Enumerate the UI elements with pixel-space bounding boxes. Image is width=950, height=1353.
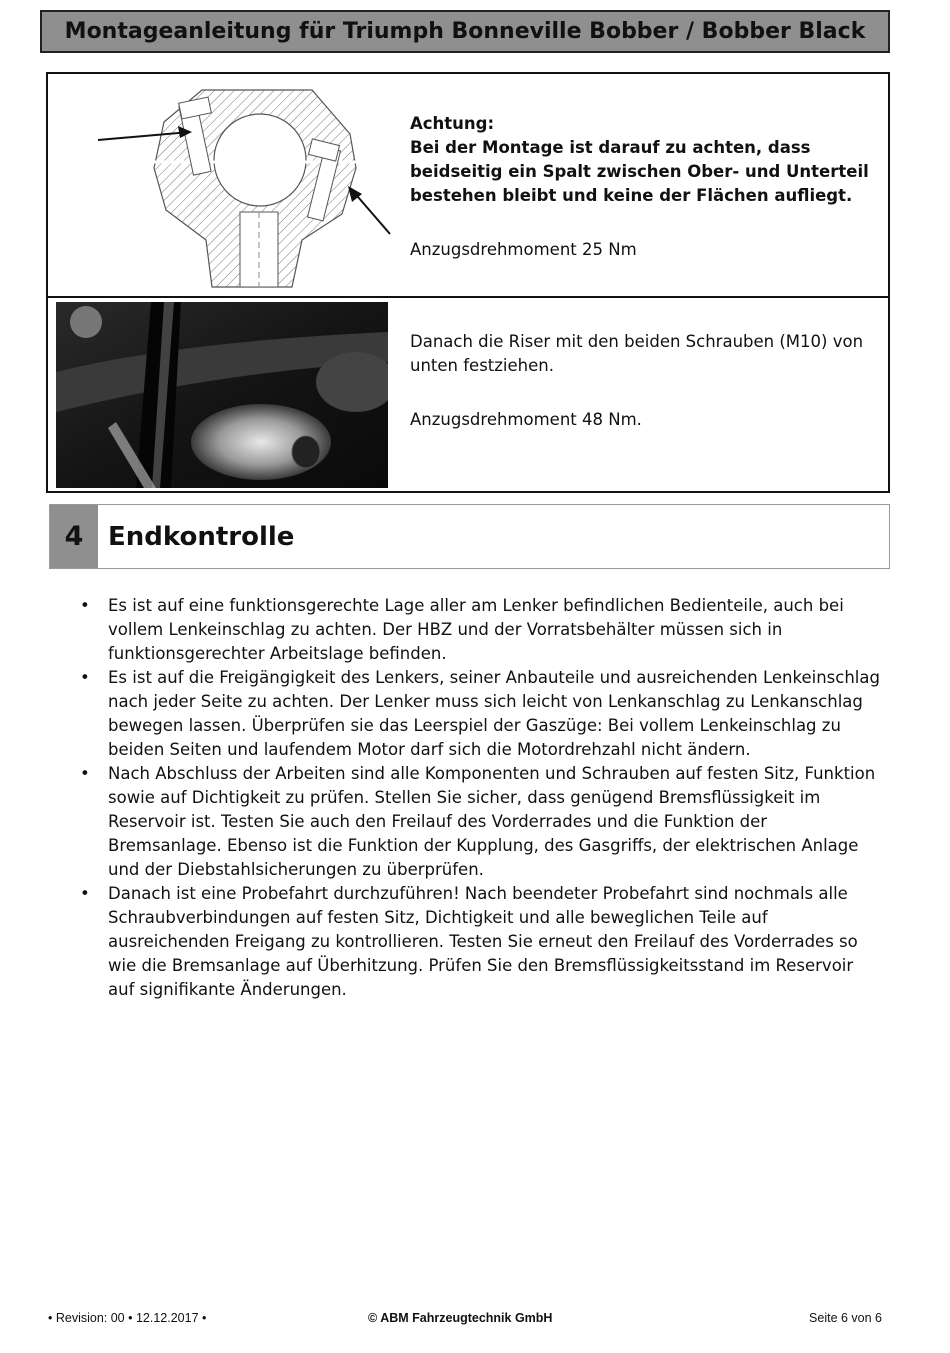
section-title: Endkontrolle [108, 521, 295, 552]
page-footer [48, 1311, 882, 1331]
torque-value-2: Anzugsdrehmoment 48 Nm. [410, 410, 642, 429]
section-heading [49, 504, 890, 569]
riser-clamp-drawing [94, 82, 394, 292]
step-row-riser-screws [48, 298, 888, 491]
checklist [60, 594, 880, 1002]
copyright: © ABM Fahrzeugtechnik GmbH [368, 1311, 553, 1325]
clamp-instructions [410, 112, 880, 262]
page-header [40, 10, 890, 53]
note-heading: Achtung: [410, 114, 495, 133]
page-number: Seite 6 von 6 [809, 1311, 882, 1325]
note-text: Bei der Montage ist darauf zu achten, dass beidseitig ein Spalt zwischen Ober- und Unterteil bestehen bleibt und keine der Flächen aufliegt. [410, 138, 869, 205]
instruction-table [46, 72, 890, 493]
revision-info: • Revision: 00 • 12.12.2017 • [48, 1311, 207, 1325]
list-item: • Es ist auf die Freigängigkeit des Lenkers, seiner Anbauteile und ausreichenden Lenkeinschlag nach jeder Seite zu achten. Der Lenker muss sich leicht von Lenkanschlag zu Lenkanschlag bewegen lassen. Überprüfen sie das Leerspiel der Gaszüge: Bei vollem Lenkeinschlag zu beiden Seiten und laufendem Motor darf sich die Motordrehzahl nicht ändern. [80, 668, 880, 759]
bullet-icon: • [80, 884, 90, 903]
riser-instructions [410, 330, 880, 432]
list-item: • Nach Abschluss der Arbeiten sind alle Komponenten und Schrauben auf festen Sitz, Funktion sowie auf Dichtigkeit zu prüfen. Stellen Sie sicher, dass genügend Bremsflüssigkeit im Reservoir ist. Testen Sie auch den Freilauf des Vorderrades und die Funktion der Bremsanlage. Ebenso ist die Funktion der Kupplung, des Gasgriffs, der elektrischen Anlage und der Diebstahlsicherungen zu überprüfen. [80, 764, 876, 879]
torque-value-1: Anzugsdrehmoment 25 Nm [410, 240, 637, 259]
bullet-icon: • [80, 596, 90, 615]
bullet-icon: • [80, 764, 90, 783]
list-item: • Es ist auf eine funktionsgerechte Lage aller am Lenker befindlichen Bedienteile, auch bei vollem Lenkeinschlag zu achten. Der HBZ und der Vorratsbehälter müssen sich in funktionsgerechter Arbeitslage befinden. [80, 596, 844, 663]
riser-text: Danach die Riser mit den beiden Schrauben (M10) von unten festziehen. [410, 332, 864, 375]
list-item: • Danach ist eine Probefahrt durchzuführen! Nach beendeter Probefahrt sind nochmals alle Schraubverbindungen auf festen Sitz, Dichtigkeit und alle beweglichen Teile auf ausreichenden Freigang zu kontrollieren. Testen Sie erneut den Freilauf des Vorderrades so wie die Bremsanlage auf Überhitzung. Prüfen Sie den Bremsflüssigkeitsstand im Reservoir auf signifikante Änderungen. [80, 884, 858, 999]
step-row-clamp [48, 74, 888, 298]
document-title: Montageanleitung für Triumph Bonneville Bobber / Bobber Black [64, 19, 866, 44]
bullet-icon: • [80, 668, 90, 687]
riser-screw-photo [56, 302, 388, 488]
section-number: 4 [50, 505, 98, 568]
